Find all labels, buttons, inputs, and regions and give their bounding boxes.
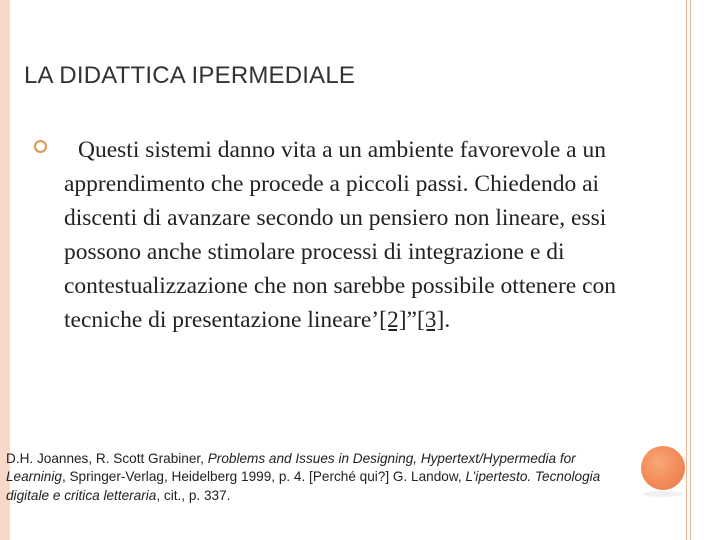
footnote-title-1: Problems and Issues in Designing, Hypertext/Hypermedia for Learninig bbox=[6, 451, 576, 485]
decorative-orb-shadow bbox=[643, 491, 683, 497]
slide-frame-line bbox=[686, 0, 687, 540]
reference-link-2[interactable]: [2] bbox=[379, 307, 407, 333]
footnote-authors: D.H. Joannes, R. Scott Grabiner, bbox=[6, 451, 208, 466]
footnote-publication-2: , cit., p. 337. bbox=[156, 487, 231, 503]
footnote-title-2: L’ipertesto. Tecnologia digitale e critica letteraria bbox=[6, 469, 601, 503]
slide-frame-line-inner bbox=[690, 0, 691, 540]
slide-title: LA DIDATTICA IPERMEDIALE bbox=[24, 62, 356, 89]
footnote bbox=[6, 450, 616, 505]
closing-quote: ” bbox=[406, 307, 417, 333]
bullet-paragraph bbox=[64, 133, 624, 337]
bullet-end: . bbox=[444, 307, 451, 333]
bullet-circle-icon bbox=[34, 140, 47, 153]
footnote-publication-1: , Springer-Verlag, Heidelberg 1999, p. 4. [Perché qui?] G. Landow, bbox=[61, 469, 466, 485]
reference-link-3[interactable]: [3] bbox=[416, 307, 445, 333]
bullet-text: Questi sistemi danno vita a un ambiente favorevole a un apprendimento che procede a piccoli passi. Chiedendo ai discenti di avanzare secondo un pensiero non lineare, essi possono anche stimolare processi di integrazione e di contestualizzazione che non sarebbe possibile ottenere con tecniche di presentazione lineare’ bbox=[64, 137, 617, 333]
decorative-orb-icon bbox=[641, 446, 685, 490]
